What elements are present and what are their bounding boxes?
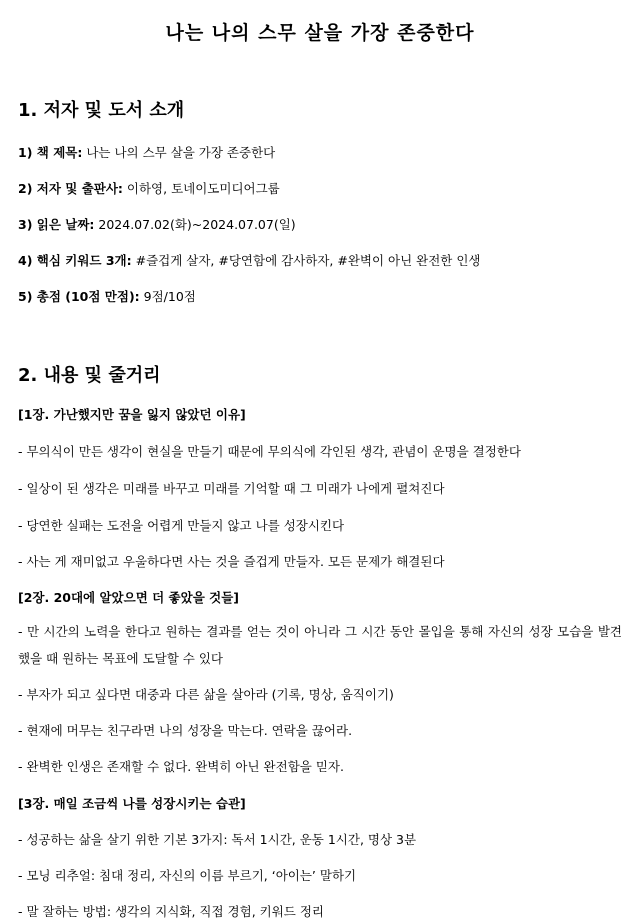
info-value: 2024.07.02(화)~2024.07.07(일) — [94, 217, 296, 232]
list-item: - 사는 게 재미없고 우울하다면 사는 것을 즐겁게 만들자. 모든 문제가 해결된다 — [18, 554, 445, 569]
chapter-title-2: [2장. 20대에 알았으면 더 좋았을 것들] — [18, 590, 240, 605]
chapter-title-3: [3장. 매일 조금씩 나를 성장시키는 습관] — [18, 796, 246, 811]
info-label: 2) 저자 및 출판사: — [18, 181, 123, 196]
info-line-title — [18, 143, 275, 161]
info-line-date — [18, 215, 296, 233]
list-item: - 현재에 머무는 친구라면 나의 성장을 막는다. 연락을 끊어라. — [18, 723, 353, 738]
list-item: - 일상이 된 생각은 미래를 바꾸고 미래를 기억할 때 그 미래가 나에게 펼쳐진다 — [18, 481, 445, 496]
chapter-title-1: [1장. 가난했지만 꿈을 잃지 않았던 이유] — [18, 407, 246, 422]
info-value: 이하영, 토네이도미디어그룹 — [122, 181, 280, 196]
info-line-author — [18, 179, 280, 197]
list-item: - 말 잘하는 방법: 생각의 지식화, 직접 경험, 키워드 정리 — [18, 904, 325, 919]
list-item: - 부자가 되고 싶다면 대중과 다른 삶을 살아라 (기록, 명상, 움직이기) — [18, 687, 394, 702]
document-title: 나는 나의 스무 살을 가장 존중한다 — [165, 22, 475, 44]
info-label: 1) 책 제목: — [18, 145, 83, 160]
info-value: 9점/10점 — [139, 289, 196, 304]
list-item: - 모닝 리추얼: 침대 정리, 자신의 이름 부르기, ‘아이는’ 말하기 — [18, 868, 357, 883]
section-heading-author-book: 1. 저자 및 도서 소개 — [18, 100, 185, 121]
info-value: 나는 나의 스무 살을 가장 존중한다 — [82, 145, 276, 160]
list-item: - 완벽한 인생은 존재할 수 없다. 완벽히 아닌 완전함을 믿자. — [18, 759, 344, 774]
info-label: 5) 총점 (10점 만점): — [18, 289, 140, 304]
list-item: - 당연한 실패는 도전을 어렵게 만들지 않고 나를 성장시킨다 — [18, 518, 345, 533]
section-heading-content: 2. 내용 및 줄거리 — [18, 365, 161, 386]
info-label: 4) 핵심 키워드 3개: — [18, 253, 132, 268]
info-value: #즐겁게 살자, #당연함에 감사하자, #완벽이 아닌 완전한 인생 — [131, 253, 481, 268]
info-label: 3) 읽은 날짜: — [18, 217, 95, 232]
list-item: - 성공하는 삶을 살기 위한 기본 3가지: 독서 1시간, 운동 1시간, 명상 3분 — [18, 832, 417, 847]
list-item: - 무의식이 만든 생각이 현실을 만들기 때문에 무의식에 각인된 생각, 관념이 운명을 결정한다 — [18, 444, 521, 459]
info-line-keywords — [18, 251, 481, 269]
info-line-score — [18, 287, 196, 305]
paragraph-item: - 만 시간의 노력을 한다고 원하는 결과를 얻는 것이 아니라 그 시간 동안 몰입을 통해 자신의 성장 모습을 발견했을 때 원하는 목표에 도달할 수 있다 — [18, 624, 622, 666]
